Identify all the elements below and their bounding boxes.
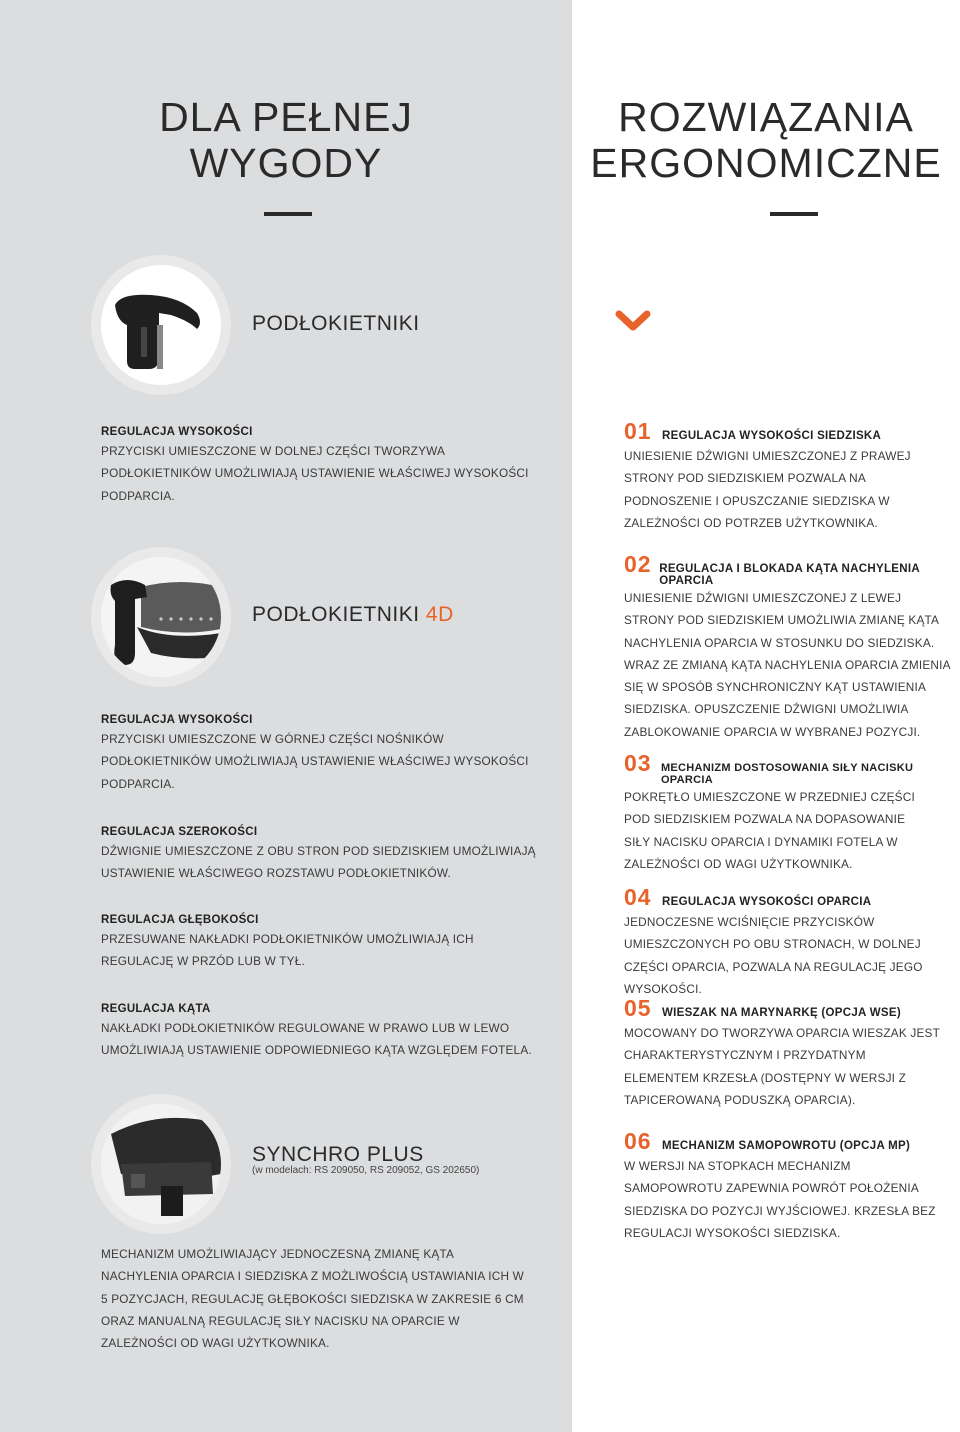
item-text: PRZYCISKI UMIESZCZONE W DOLNEJ CZĘŚCI TWORZYWA PODŁOKIETNIKÓW UMOŻLIWIAJĄ USTAWIENIE WŁAŚCIWEJ WYSOKOŚCI PODPARCIA.: [101, 444, 529, 503]
armrests-4d-item-height: [101, 714, 541, 795]
synchro-mechanism-image: [101, 1104, 221, 1224]
feature-text: UNIESIENIE DŹWIGNI UMIESZCZONEJ Z LEWEJ STRONY POD SIEDZISKIEM UMOŻLIWIA ZMIANĘ KĄTA NACHYLENIA OPARCIA W STOSUNKU DO SIEDZISKA. WRAZ ZE ZMIANĄ KĄTA NACHYLENIA OPARCIA ZMIENIA SIĘ W SPOSÓB SYNCHRONICZNY KĄT USTAWIENIA SIEDZISKA. OPUSZCZENIE DŹWIGNI UMOŻLIWIA ZABLOKOWANIE OPARCIA W WYBRANEJ POZYCJI.: [624, 591, 951, 739]
feature-number: 03: [624, 750, 652, 776]
right-title-line2: ERGONOMICZNE: [590, 140, 942, 186]
feature-04: [624, 884, 958, 1000]
section-armrests-4d-title: [252, 603, 454, 627]
synchro-mechanism-icon: [101, 1104, 221, 1224]
feature-number: 05: [624, 995, 652, 1021]
feature-06: [624, 1128, 944, 1244]
feature-heading: MECHANIZM SAMOPOWROTU (OPCJA MP): [662, 1140, 911, 1152]
feature-text: MOCOWANY DO TWORZYWA OPARCIA WIESZAK JEST CHARAKTERYSTYCZNYM I PRZYDATNYM ELEMENTEM KRZESŁA (DOSTĘPNY W WERSJI Z TAPICEROWANĄ PODUSZKĄ OPARCIA).: [624, 1026, 940, 1107]
item-text: PRZESUWANE NAKŁADKI PODŁOKIETNIKÓW UMOŻLIWIAJĄ ICH REGULACJĘ W PRZÓD LUB W TYŁ.: [101, 932, 474, 969]
synchro-description: MECHANIZM UMOŻLIWIAJĄCY JEDNOCZESNĄ ZMIANĘ KĄTA NACHYLENIA OPARCIA I SIEDZISKA Z MOŻLIWOŚCIĄ USTAWIANIA ICH W 5 POZYCJACH, REGULACJĘ GŁĘBOKOŚCI SIEDZISKA W ZAKRESIE 6 CM ORAZ MANUALNĄ REGULACJĘ SIŁY NACISKU NA OPARCIE W ZALEŻNOŚCI OD WAGI UŻYTKOWNIKA.: [101, 1247, 524, 1351]
feature-number: 06: [624, 1128, 652, 1154]
armrests-4d-item-angle: [101, 1003, 541, 1062]
feature-number: 02: [624, 551, 652, 577]
armrests-4d-item-width: [101, 826, 541, 885]
section-armrests-title-text: PODŁOKIETNIKI: [252, 312, 420, 335]
section-synchro-title: [252, 1143, 424, 1167]
feature-05: [624, 995, 944, 1111]
feature-heading: REGULACJA WYSOKOŚCI SIEDZISKA: [662, 430, 882, 442]
armrest-image: [101, 265, 221, 385]
feature-heading: REGULACJA WYSOKOŚCI OPARCIA: [662, 896, 872, 908]
right-title-line1: ROZWIĄZANIA: [618, 94, 914, 140]
chevron-down-icon: [615, 310, 651, 339]
feature-text: W WERSJI NA STOPKACH MECHANIZM SAMOPOWROTU ZAPEWNIA POWRÓT POŁOŻENIA SIEDZISKA DO POZYCJI WYJŚCIOWEJ. KRZESŁA BEZ REGULACJI WYSOKOŚCI SIEDZISKA.: [624, 1159, 936, 1240]
right-title-divider: [770, 212, 818, 216]
feature-01: [624, 418, 954, 534]
feature-text: JEDNOCZESNE WCIŚNIĘCIE PRZYCISKÓW UMIESZCZONYCH PO OBU STRONACH, W DOLNEJ CZĘŚCI OPARCIA, POZWALA NA REGULACJĘ JEGO WYSOKOŚCI.: [624, 915, 923, 996]
item-heading: REGULACJA SZEROKOŚCI: [101, 826, 258, 838]
feature-number: 04: [624, 884, 652, 910]
armrest-4d-image: [101, 557, 221, 677]
feature-heading: MECHANIZM DOSTOSOWANIA SIŁY NACISKU OPARCIA: [660, 762, 914, 786]
feature-text: UNIESIENIE DŹWIGNI UMIESZCZONEJ Z PRAWEJ STRONY POD SIEDZISKIEM POZWALA NA PODNOSZENIE I OPUSZCZANIE SIEDZISKA W ZALEŻNOŚCI OD POTRZEB UŻYTKOWNIKA.: [624, 449, 911, 530]
feature-number: 01: [624, 418, 652, 444]
item-heading: REGULACJA GŁĘBOKOŚCI: [101, 914, 259, 926]
feature-02: [624, 551, 954, 743]
feature-03: [624, 750, 960, 875]
feature-heading: REGULACJA I BLOKADA KĄTA NACHYLENIA OPARCIA: [659, 563, 920, 587]
section-armrests-4d-accent: 4D: [425, 603, 454, 626]
feature-text: POKRĘTŁO UMIESZCZONE W PRZEDNIEJ CZĘŚCI POD SIEDZISKIEM POZWALA NA DOPASOWANIE SIŁY NACISKU OPARCIA I DYNAMIKI FOTELA W ZALEŻNOŚCI OD WAGI UŻYTKOWNIKA.: [624, 790, 915, 871]
feature-heading: WIESZAK NA MARYNARKĘ (OPCJA WSE): [662, 1007, 901, 1019]
section-armrests-4d-title-text: PODŁOKIETNIKI: [252, 603, 420, 626]
armrests-item-height: [101, 426, 541, 507]
left-title: [0, 94, 572, 186]
armrests-4d-item-depth: [101, 914, 541, 973]
item-text: PRZYCISKI UMIESZCZONE W GÓRNEJ CZĘŚCI NOŚNIKÓW PODŁOKIETNIKÓW UMOŻLIWIAJĄ USTAWIENIE WŁAŚCIWEJ WYSOKOŚCI PODPARCIA.: [101, 732, 529, 791]
item-text: NAKŁADKI PODŁOKIETNIKÓW REGULOWANE W PRAWO LUB W LEWO UMOŻLIWIAJĄ USTAWIENIE ODPOWIEDNIEGO KĄTA WZGLĘDEM FOTELA.: [101, 1021, 532, 1058]
left-title-divider: [264, 212, 312, 216]
item-heading: REGULACJA WYSOKOŚCI: [101, 426, 253, 438]
left-title-line1: DLA PEŁNEJ: [159, 94, 413, 140]
right-title: [572, 94, 960, 186]
left-title-line2: WYGODY: [189, 140, 383, 186]
section-armrests-title: [252, 312, 420, 336]
section-synchro-title-text: SYNCHRO PLUS: [252, 1143, 424, 1166]
item-text: DŹWIGNIE UMIESZCZONE Z OBU STRON POD SIEDZISKIEM UMOŻLIWIAJĄ USTAWIENIE WŁAŚCIWEGO ROZSTAWU PODŁOKIETNIKÓW.: [101, 844, 536, 881]
item-heading: REGULACJA WYSOKOŚCI: [101, 714, 253, 726]
item-heading: REGULACJA KĄTA: [101, 1003, 211, 1015]
armrest-icon: [101, 265, 221, 385]
synchro-models-note: (w modelach: RS 209050, RS 209052, GS 202650): [252, 1165, 480, 1176]
armrest-4d-icon: [101, 557, 221, 677]
